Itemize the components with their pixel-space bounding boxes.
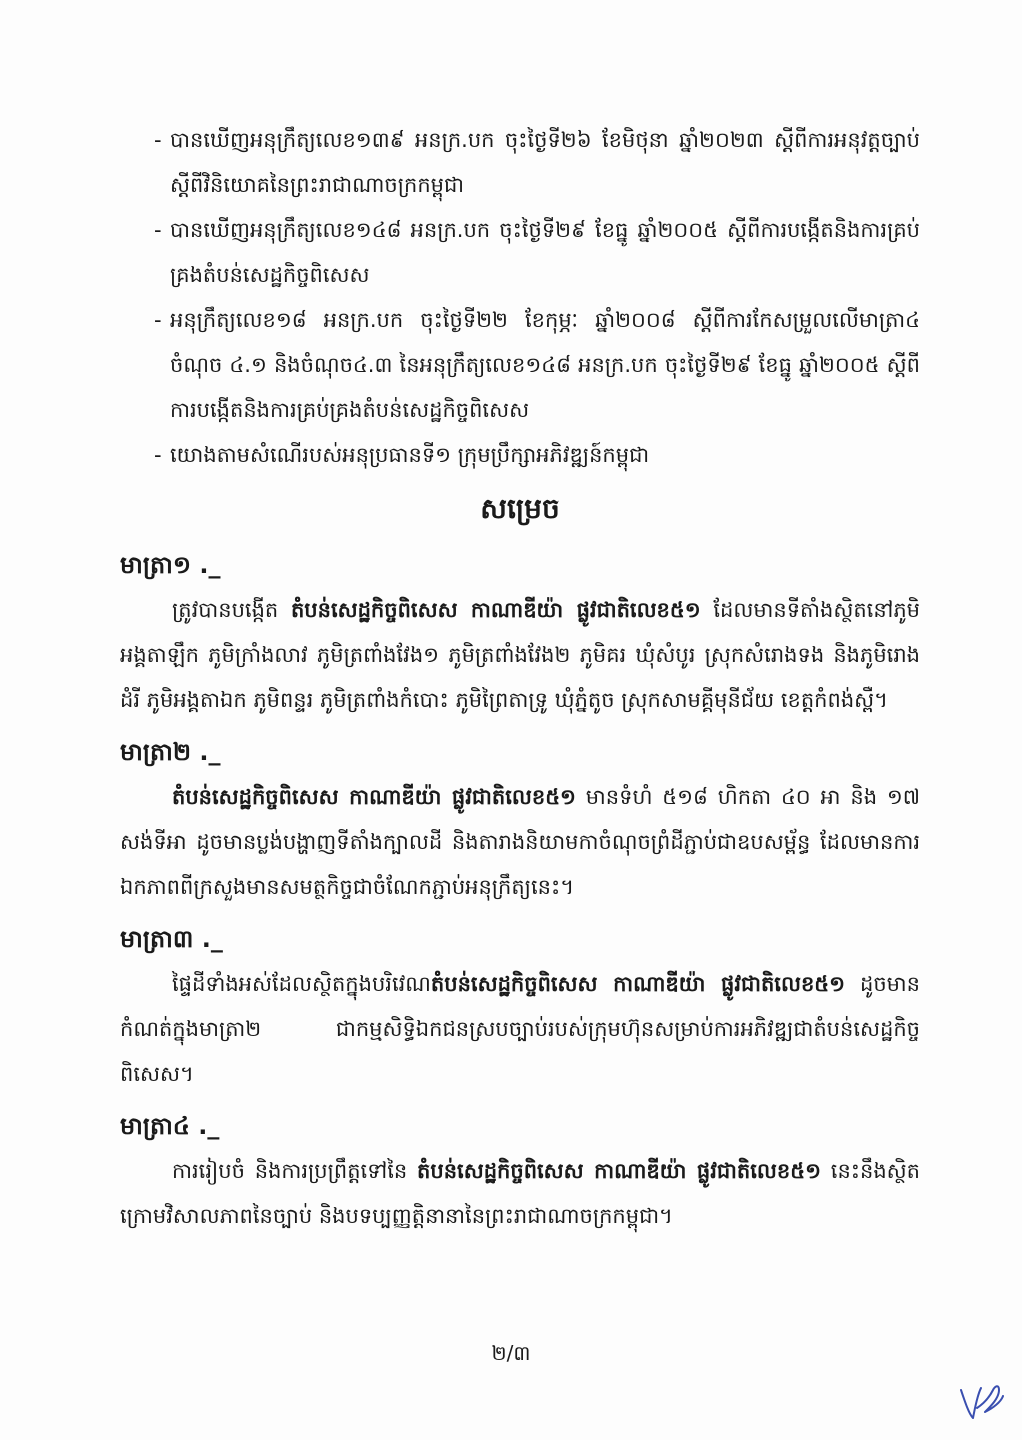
article-heading: មាត្រា២ ._ [120, 738, 221, 766]
article-text: ដែលមានទីតាំងស្ថិតនៅភូមិអង្គតាឡឹក ភូមិក្រាំងលាវ ភូមិត្រពាំងវែង១ ភូមិត្រពាំងវែង២ ភូមិគរ ឃុំសំបូរ ស្រុកសំរោងទង និងភូមិរោងដំរី ភូមិអង្គតាឯក ភូមិពន្ទរ ភូមិត្រពាំងកំបោះ ភូមិព្រៃតាទ្រូ ឃុំភ្នំតូច ស្រុកសាមគ្គីមុនីជ័យ ខេត្តកំពង់ស្ពឺ។ [120, 598, 920, 712]
article-3 [120, 916, 920, 1097]
preamble-item [120, 433, 920, 478]
preamble-item [120, 208, 920, 298]
article-body [120, 588, 920, 723]
zone-name: តំបន់សេដ្ឋកិច្ចពិសេស កាណាឌីយ៉ា ផ្លូវជាតិលេខ៥១ [430, 972, 846, 996]
document-body [120, 118, 920, 1239]
article-body [120, 1149, 920, 1239]
preamble-text: អនុក្រឹត្យលេខ១៨ អនក្រ.បក ចុះថ្ងៃទី២២ ខែកុម្ភៈ ឆ្នាំ២០០៨ ស្ដីពីការកែសម្រួលលើមាត្រា៤ ចំណុច ៤.១ និងចំណុច៤.៣ នៃអនុក្រឹត្យលេខ១៤៨ អនក្រ.បក ចុះថ្ងៃទី២៩ ខែធ្នូ ឆ្នាំ២០០៥ ស្ដីពីការបង្កើតនិងការគ្រប់គ្រងតំបន់សេដ្ឋកិច្ចពិសេស [170, 308, 920, 422]
bullet-dash: - [154, 308, 162, 332]
article-4 [120, 1103, 920, 1239]
article-body [120, 775, 920, 910]
zone-name: តំបន់សេដ្ឋកិច្ចពិសេស កាណាឌីយ៉ា ផ្លូវជាតិលេខ៥១ [417, 1159, 821, 1183]
preamble-text: បានឃើញអនុក្រឹត្យលេខ១៣៩ អនក្រ.បក ចុះថ្ងៃទី២៦ ខែមិថុនា ឆ្នាំ២០២៣ ស្ដីពីការអនុវត្តច្បាប់ស្ដីពីវិនិយោគនៃព្រះរាជាណាចក្រកម្ពុជា [170, 128, 920, 197]
page-number: ២/៣ [491, 1341, 531, 1365]
article-heading: មាត្រា១ ._ [120, 551, 221, 579]
article-heading: មាត្រា៣ ._ [120, 925, 223, 953]
article-body [120, 962, 920, 1097]
article-text: មានទំហំ ៥១៨ ហិកតា ៤០ អា និង ១៧ សង់ទីអា ដូចមានប្លង់បង្ហាញទីតាំងក្បាលដី និងតារាងនិយាមកាចំណុចព្រំដីភ្ជាប់ជាឧបសម្ព័ន្ធ ដែលមានការឯកភាពពីក្រសួងមានសមត្ថកិច្ចជាចំណែកភ្ជាប់អនុក្រឹត្យនេះ។ [120, 785, 920, 899]
article-text: ត្រូវបានបង្កើត [172, 598, 291, 622]
article-2 [120, 729, 920, 910]
preamble-text: បានឃើញអនុក្រឹត្យលេខ១៤៨ អនក្រ.បក ចុះថ្ងៃទី២៩ ខែធ្នូ ឆ្នាំ២០០៥ ស្ដីពីការបង្កើតនិងការគ្រប់គ្រងតំបន់សេដ្ឋកិច្ចពិសេស [170, 218, 920, 287]
initials-signature-icon [955, 1378, 1007, 1426]
article-heading: មាត្រា៤ ._ [120, 1112, 220, 1140]
bullet-dash: - [154, 443, 162, 467]
preamble-item [120, 118, 920, 208]
decision-title: សម្រេច [480, 492, 560, 525]
article-text: ការរៀបចំ និងការប្រព្រឹត្តទៅនៃ [172, 1159, 418, 1183]
article-text: ដូចមានកំណត់ក្នុងមាត្រា២ ជាកម្មសិទ្ធិឯកជនស្របច្បាប់របស់ក្រុមហ៊ុនសម្រាប់ការអភិវឌ្ឍជាតំបន់សេដ្ឋកិច្ចពិសេស។ [120, 972, 920, 1086]
article-text: ផ្ទៃដីទាំងអស់ដែលស្ថិតក្នុងបរិវេណ [172, 972, 431, 996]
bullet-dash: - [154, 128, 162, 152]
preamble-text: យោងតាមសំណើរបស់អនុប្រធានទី១ ក្រុមប្រឹក្សាអភិវឌ្ឍន៍កម្ពុជា [170, 443, 650, 467]
bullet-dash: - [154, 218, 162, 242]
preamble-item [120, 298, 920, 433]
article-text: នេះនឹងស្ថិតក្រោមវិសាលភាពនៃច្បាប់ និងបទប្បញ្ញត្តិនានានៃព្រះរាជាណាចក្រកម្ពុជា។ [120, 1159, 921, 1228]
zone-name: តំបន់សេដ្ឋកិច្ចពិសេស កាណាឌីយ៉ា ផ្លូវជាតិលេខ៥១ [290, 598, 701, 622]
article-1 [120, 542, 920, 723]
zone-name: តំបន់សេដ្ឋកិច្ចពិសេស កាណាឌីយ៉ា ផ្លូវជាតិលេខ៥១ [172, 785, 576, 809]
